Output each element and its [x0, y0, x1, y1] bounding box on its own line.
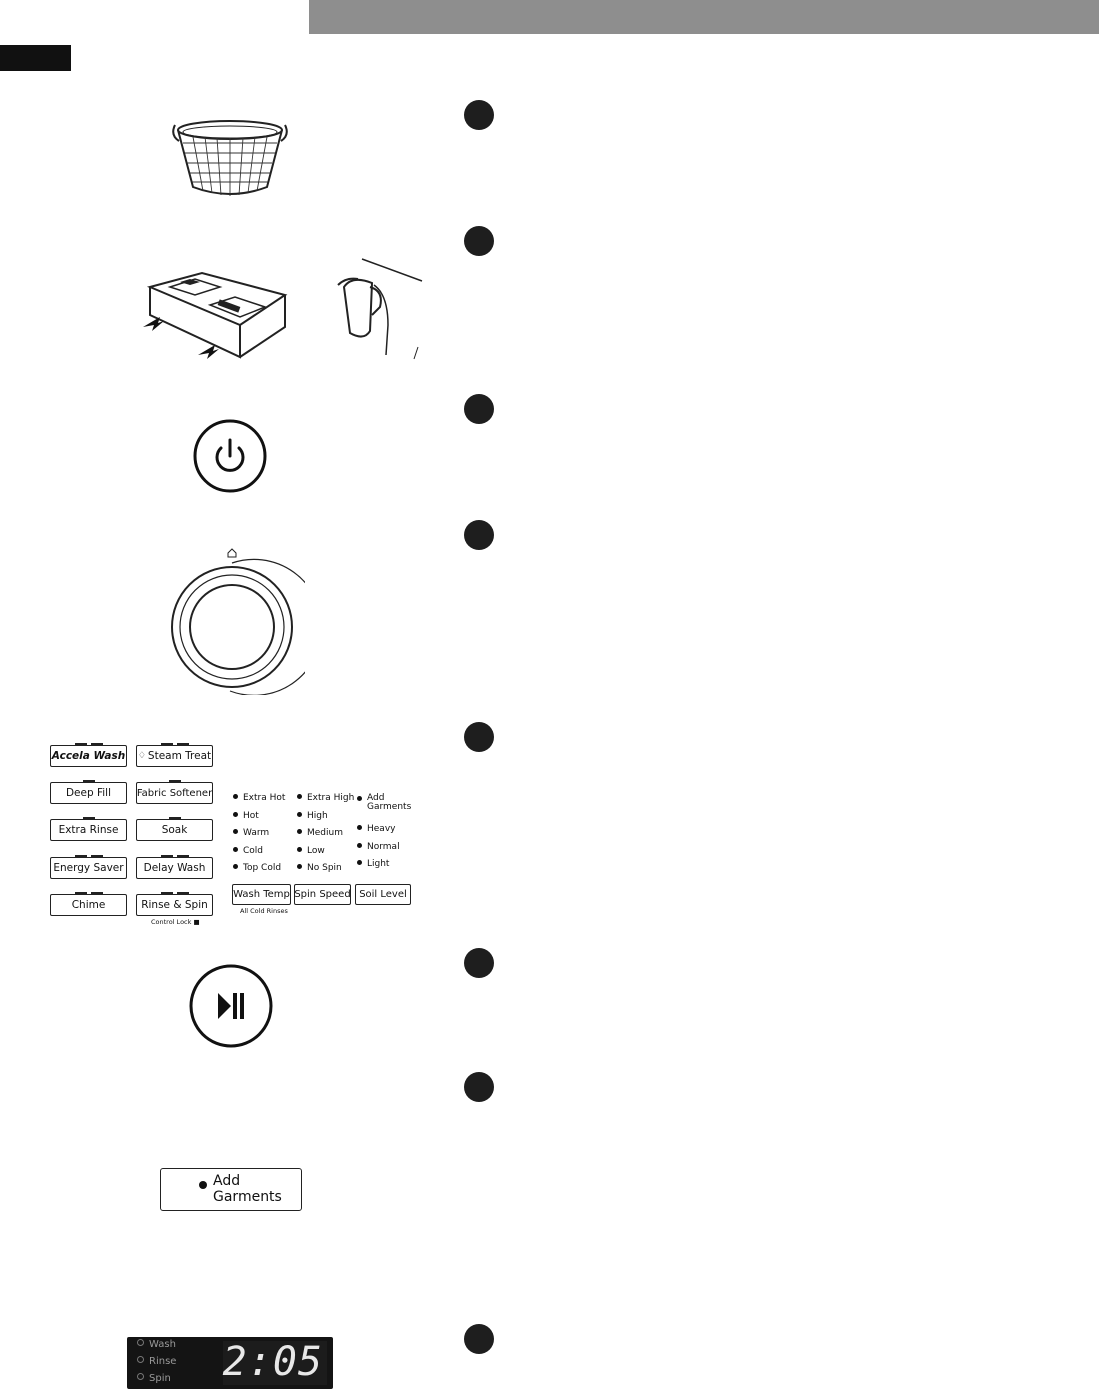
status-wash: Wash [137, 1339, 176, 1350]
wash-temp-label: Wash Temp [233, 889, 290, 900]
rinse-spin-button[interactable] [136, 894, 213, 916]
lock-icon: ■ [193, 918, 200, 926]
indicator-light [169, 780, 181, 783]
soil-level-label: Soil Level [359, 889, 407, 900]
time-remaining: 2:05 [222, 1339, 323, 1385]
option-item: Warm [233, 825, 285, 843]
header-bar [309, 0, 1099, 34]
add-garments-label: Add Garments [213, 1173, 282, 1205]
option-item: Cold [233, 843, 285, 861]
step-marker-7 [464, 1072, 494, 1102]
steam-icon: ♢ [137, 751, 146, 761]
extra-rinse-button[interactable] [50, 819, 127, 841]
spin-speed-options [297, 790, 354, 878]
option-item: Light [357, 856, 413, 874]
indicator-light [75, 892, 87, 895]
indicator-light [91, 892, 103, 895]
detergent-drawer-icon [140, 265, 290, 370]
indicator-light [75, 743, 87, 746]
spin-speed-button[interactable] [294, 884, 351, 905]
wash-temp-button[interactable] [232, 884, 291, 905]
option-item: Hot [233, 808, 285, 826]
indicator-light [83, 817, 95, 820]
soak-label: Soak [161, 824, 188, 836]
option-item: Extra High [297, 790, 354, 808]
indicator-light [161, 743, 173, 746]
indicator-light [177, 892, 189, 895]
soil-level-button[interactable] [355, 884, 411, 905]
all-cold-rinses-label: All Cold Rinses [240, 907, 288, 915]
indicator-light [91, 743, 103, 746]
accela-wash-label: Accela Wash [51, 750, 126, 762]
fabric-softener-button[interactable] [136, 782, 213, 804]
pour-detergent-icon [330, 255, 425, 365]
deep-fill-button[interactable] [50, 782, 127, 804]
energy-saver-button[interactable] [50, 857, 127, 879]
fabric-softener-label: Fabric Softener [136, 787, 213, 799]
indicator-light [161, 855, 173, 858]
delay-wash-label: Delay Wash [143, 862, 206, 874]
power-icon[interactable] [192, 418, 268, 494]
time-readout [223, 1341, 327, 1385]
option-item: Add Garments [357, 790, 413, 821]
indicator-light [169, 817, 181, 820]
step-marker-3 [464, 394, 494, 424]
steam-treat-label: Steam Treat [147, 750, 212, 762]
option-item: Heavy [357, 821, 413, 839]
add-garments-button[interactable] [160, 1168, 302, 1211]
step-marker-6 [464, 948, 494, 978]
energy-saver-label: Energy Saver [53, 862, 124, 874]
option-item: Medium [297, 825, 354, 843]
spin-speed-label: Spin Speed [294, 889, 351, 900]
play-pause-icon[interactable] [188, 963, 274, 1049]
laundry-basket-icon [165, 115, 295, 205]
indicator-light [161, 892, 173, 895]
indicator-light [83, 780, 95, 783]
soil-level-options [357, 790, 413, 874]
section-tab [0, 45, 71, 71]
step-marker-4 [464, 520, 494, 550]
chime-label: Chime [71, 899, 106, 911]
chime-button[interactable] [50, 894, 127, 916]
status-rinse: Rinse [137, 1356, 176, 1367]
accela-wash-button[interactable] [50, 745, 127, 767]
indicator-light [177, 855, 189, 858]
delay-wash-button[interactable] [136, 857, 213, 879]
cycle-selector-dial-icon[interactable] [160, 545, 305, 695]
option-item: Top Cold [233, 860, 285, 878]
control-lock-label: Control Lock ■ [151, 918, 200, 926]
option-item: Low [297, 843, 354, 861]
deep-fill-label: Deep Fill [65, 787, 112, 799]
indicator-light [177, 743, 189, 746]
soak-button[interactable] [136, 819, 213, 841]
extra-rinse-label: Extra Rinse [58, 824, 119, 836]
status-spin: Spin [137, 1373, 171, 1384]
step-marker-8 [464, 1324, 494, 1354]
step-marker-1 [464, 100, 494, 130]
option-item: Normal [357, 839, 413, 857]
indicator-light [75, 855, 87, 858]
steam-treat-button[interactable] [136, 745, 213, 767]
indicator-light [91, 855, 103, 858]
wash-temp-options [233, 790, 285, 878]
option-item: Extra Hot [233, 790, 285, 808]
step-marker-5 [464, 722, 494, 752]
step-marker-2 [464, 226, 494, 256]
option-item: No Spin [297, 860, 354, 878]
rinse-spin-label: Rinse & Spin [141, 899, 208, 911]
option-item: High [297, 808, 354, 826]
status-display [127, 1337, 333, 1389]
indicator-light [199, 1181, 207, 1189]
